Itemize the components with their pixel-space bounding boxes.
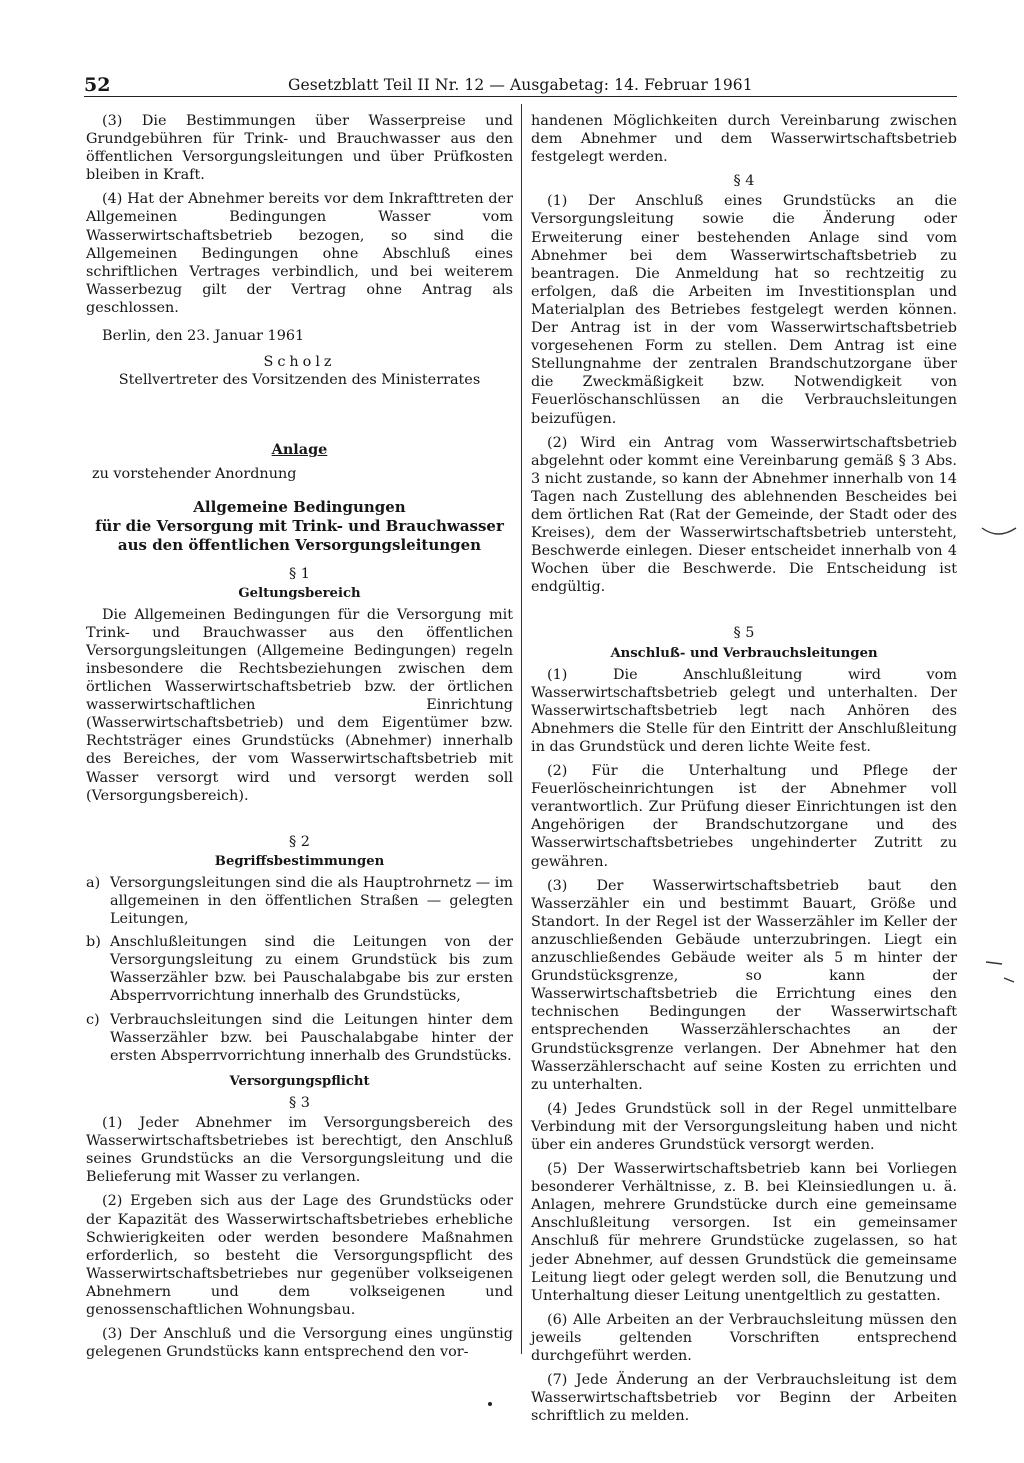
section-5-paragraph-2: (2) Für die Unterhaltung und Pflege der Feuerlöscheinrichtungen ist der Abnehmer voll verantwortlich. Zur Prüfung dieser Einrichtungen ist den Angehörigen der Brandschutzorgane und des Wasserwirtschaftsbetriebes ungehinderter Zutritt zu gewähren. (531, 763, 957, 870)
section-1-text: Die Allgemeinen Bedingungen für die Versorgung mit Trink- und Brauchwasser aus den öffentlichen Versorgungsleitungen (Allgemeine Bedingungen) regeln insbesondere die Rechtsbeziehungen zwischen dem örtlichen Wasserwirtschaftsbetrieb bzw. der örtlichen wasserwirtschaftlichen Einrichtung (Wasserwirtschaftsbetrieb) und dem Eigentümer bzw. Rechtsträger eines Grundstücks (Abnehmer) innerhalb des Bereiches, der vom Wasserwirtschaftsbetrieb mit Wasser versorgt wird und versorgt werden soll (Versorgungsbereich). (86, 606, 513, 804)
list-item (86, 1011, 513, 1065)
section-5-paragraph-6: (6) Alle Arbeiten an der Verbrauchsleitung müssen den jeweils geltenden Vorschriften entsprechend durchgeführt werden. (531, 1311, 957, 1364)
signature-role: Stellvertreter des Vorsitzenden des Ministerrates (118, 372, 481, 389)
section-2-number: § 2 (289, 833, 310, 850)
anlage-subtitle: zu vorstehender Anordnung (92, 466, 297, 483)
section-5-paragraph-4: (4) Jedes Grundstück soll in der Regel unmittelbare Verbindung mit der Versorgungsleitung haben und nicht über ein anderes Grundstück versorgt werden. (531, 1100, 957, 1153)
paragraph-4: (4) Hat der Abnehmer bereits vor dem Inkrafttreten der Allgemeinen Bedingungen Wasser vom Wasserwirtschaftsbetrieb bezogen, so sind die Allgemeinen Bedingungen ohne Abschluß eines schriftlichen Vertrages verbindlich, und bei weiterem Wasserbezug gilt der Vertrag ohne Antrag als geschlossen. (86, 191, 513, 316)
section-5-paragraph-5: (5) Der Wasserwirtschaftsbetrieb kann bei Vorliegen besonderer Verhältnisse, z. B. bei Kleinsiedlungen u. ä. Anlagen, mehrere Grundstücke durch eine gemeinsame Anschlußleitung versorgen. Ist ein gemeinsamer Anschluß für mehrere Grundstücke zugelassen, so hat jeder Abnehmer, auf dessen Grundstück die gemeinsame Leitung liegt oder gelegt werden soll, die Benutzung und Unterhaltung dieser Leitung unentgeltlich zu gestatten. (531, 1161, 957, 1304)
section-3-heading: Versorgungspflicht (229, 1073, 370, 1089)
section-5-paragraph-1: (1) Die Anschlußleitung wird vom Wasserwirtschaftsbetrieb gelegt und unterhalten. Der Wasserwirtschaftsbetrieb legt nach Anhören des Abnehmers die Stelle für den Eintritt der Anschlußleitung in das Grundstück und deren lichte Weite fest. (531, 666, 957, 755)
document-title-line-1: Allgemeine Bedingungen (193, 497, 406, 516)
place-date: Berlin, den 23. Januar 1961 (102, 328, 305, 345)
paragraph-3: (3) Die Bestimmungen über Wasserpreise und Grundgebühren für Trink- und Brauchwasser aus den öffentlichen Versorgungsleitungen und über Prüfkosten bleiben in Kraft. (86, 113, 513, 184)
section-5-paragraph-7: (7) Jede Änderung an der Verbrauchsleitung ist dem Wasserwirtschaftsbetrieb vor Beginn der Arbeiten schriftlich zu melden. (531, 1372, 957, 1425)
list-item-text: Verbrauchsleitungen sind die Leitungen hinter dem Wasserzähler bzw. bei Pauschalabgabe hinter der ersten Absperrvorrichtung innerhalb des Grundstücks. (110, 1011, 513, 1064)
right-column (531, 112, 957, 1431)
section-3-paragraph-3: (3) Der Anschluß und die Versorgung eines ungünstig gelegenen Grundstücks kann entsprechend den vor- (86, 1326, 513, 1361)
signature-name: Scholz (263, 354, 336, 371)
running-header-title: Gesetzblatt Teil II Nr. 12 — Ausgabetag: 14. Februar 1961 (288, 76, 753, 94)
section-3-paragraph-1: (1) Jeder Abnehmer im Versorgungsbereich des Wasserwirtschaftsbetriebes ist berechtigt, den Anschluß seines Grundstücks an die Versorgungsleitung und die Belieferung mit Wasser zu verlangen. (86, 1115, 513, 1186)
section-3-paragraph-2: (2) Ergeben sich aus der Lage des Grundstücks oder der Kapazität des Wasserwirtschaftsbetriebes erhebliche Schwierigkeiten oder werden besondere Maßnahmen erforderlich, so besteht die Versorgungspflicht des Wasserwirtschaftsbetriebes nur gegenüber volkseigenen Abnehmern und dem volkseigenen und genossenschaftlichen Wohnungsbau. (86, 1193, 513, 1318)
continued-text: handenen Möglichkeiten durch Vereinbarung zwischen dem Abnehmer und dem Wasserwirtschaftsbetrieb festgelegt werden. (531, 113, 957, 166)
document-title-line-3: aus den öffentlichen Versorgungsleitungen (117, 535, 482, 554)
list-item-label: a) (86, 874, 101, 891)
document-title-line-2: für die Versorgung mit Trink- und Brauchwasser (95, 516, 504, 535)
anlage-heading: Anlage (271, 441, 328, 459)
list-item-text: Anschlußleitungen sind die Leitungen von der Versorgungsleitung zu einem Grundstück bis zum Wasserzähler bzw. bei Pauschalabgabe bis zur ersten Absperrvorrichtung innerhalb des Grundstücks, (110, 934, 513, 1005)
page-number: 52 (84, 74, 111, 96)
section-4-number: § 4 (733, 173, 755, 190)
list-item-text: Versorgungsleitungen sind die als Hauptrohrnetz — im allgemeinen in den öffentlichen Straßen — gelegten Leitungen, (110, 874, 513, 928)
list-item-label: b) (86, 934, 101, 951)
section-5-heading: Anschluß- und Verbrauchsleitungen (610, 645, 878, 661)
section-4-paragraph-1: (1) Der Anschluß eines Grundstücks an die Versorgungsleitung sowie die Änderung oder Erweiterung einer bestehenden Anlage sind vom Abnehmer bei dem Wasserwirtschaftsbetrieb zu beantragen. Die Anmeldung hat so rechtzeitig zu erfolgen, daß die Arbeiten im Investitionsplan und Materialplan des Betriebes festgelegt werden können. Der Antrag ist in der vom Wasserwirtschaftsbetrieb vorgesehenen Form zu stellen. Dem Antrag ist eine Stellungnahme der zentralen Brandschutzorgane über die Zweckmäßigkeit bzw. Notwendigkeit von Feuerlöschanschlüssen an die Verbrauchsleitungen beizufügen. (531, 193, 957, 427)
list-item (86, 874, 513, 928)
section-5-paragraph-3: (3) Der Wasserwirtschaftsbetrieb baut den Wasserzähler ein und bestimmt Bauart, Größe und Standort. In der Regel ist der Wasserzähler im Keller der anzuschließenden Gebäude unterzubringen. Liegt ein anzuschließendes Gebäude weiter als 5 m hinter der Grundstücksgrenze, so kann der Wasserwirtschaftsbetrieb die Errichtung eines den technischen Bedingungen der Wasserwirtschaft entsprechenden Wasserzählerschachtes an der Grundstücksgrenze verlangen. Der Abnehmer hat den Wasserzählerschacht auf seine Kosten zu errichten und zu unterhalten. (531, 877, 957, 1093)
section-4-paragraph-2: (2) Wird ein Antrag vom Wasserwirtschaftsbetrieb abgelehnt oder kommt eine Vereinbarung gemäß § 3 Abs. 3 nicht zustande, so kann der Abnehmer innerhalb von 14 Tagen nach Zustellung des ablehnenden Bescheides bei dem örtlichen Rat (Rat der Gemeinde, der Stadt oder des Kreises), dem der Wasserwirtschaftsbetrieb untersteht, Beschwerde einlegen. Dieser entscheidet innerhalb von 4 Wochen über die Beschwerde. Die Entscheidung ist endgültig. (531, 434, 957, 596)
list-item (86, 933, 513, 1005)
list-item-label: c) (86, 1011, 100, 1028)
document-title (86, 498, 513, 555)
section-3-number: § 3 (289, 1094, 310, 1111)
scan-speck (488, 1402, 492, 1406)
section-5-number: § 5 (733, 625, 755, 642)
header-rule (84, 96, 957, 97)
left-column (86, 112, 513, 1367)
column-divider (521, 104, 522, 1354)
section-1-heading: Geltungsbereich (238, 585, 361, 601)
section-1-number: § 1 (289, 565, 310, 582)
margin-mark (984, 958, 1020, 988)
page-header (84, 74, 954, 98)
margin-mark (980, 524, 1020, 544)
section-2-heading: Begriffsbestimmungen (214, 853, 385, 869)
